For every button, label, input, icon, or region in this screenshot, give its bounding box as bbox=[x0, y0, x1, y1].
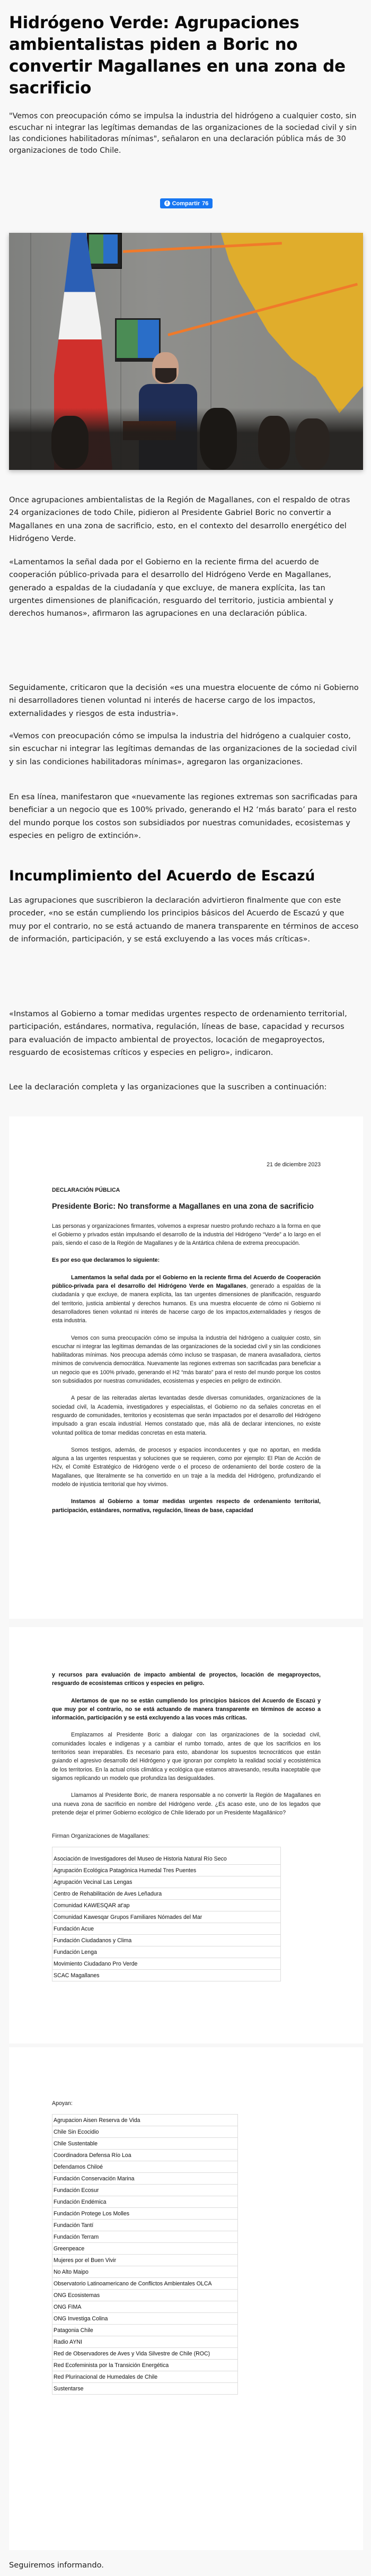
document-paragraph-bold: y recursos para evaluación de impacto ambiental de proyectos, locación de megaproyectos, resguardo de ecosistemas críticos y especies en peligro. bbox=[52, 1672, 321, 1687]
organization-name: Patagonia Chile bbox=[52, 2325, 238, 2336]
table-row bbox=[52, 2220, 238, 2231]
document-paragraph bbox=[52, 1334, 321, 1386]
document-page-2 bbox=[52, 1671, 321, 1981]
organization-name: Agrupación Ecológica Patagónica Humedal Tres Puentes bbox=[52, 1865, 281, 1876]
article-paragraph: Seguidamente, criticaron que la decisión «es una muestra elocuente de cómo ni Gobierno ni desarrolladores tienen voluntad ni interés de hacerse cargo de los impactos, externalidades y riesgos de esta industria». bbox=[9, 683, 359, 718]
organization-name: ONG Ecosistemas bbox=[52, 2290, 238, 2301]
organization-name: Fundación Ciudadanos y Clima bbox=[52, 1935, 281, 1946]
document-paragraph bbox=[52, 1446, 321, 1489]
document-page-2-body bbox=[52, 1671, 321, 1817]
organization-name: ONG FIMA bbox=[52, 2301, 238, 2313]
article-paragraph: Lee la declaración completa y las organizaciones que la suscriben a continuación: bbox=[9, 1082, 327, 1091]
table-row bbox=[52, 2185, 238, 2196]
organization-name: Chile Sin Ecocidio bbox=[52, 2126, 238, 2138]
organization-name: Red de Observadores de Aves y Vida Silvestre de Chile (ROC) bbox=[52, 2348, 238, 2360]
table-row bbox=[52, 2231, 238, 2243]
document-paragraph-bold: Es por eso que declaramos lo siguiente: bbox=[52, 1257, 160, 1264]
document-paragraph-text: A pesar de las reiteradas alertas levantadas desde diversas comunidades, organizaciones de la sociedad civil, la Academia, investigadores y especialistas, el Gobierno no da señales concretas en el resguardo de comunidades, territorios y ecosistemas que serán impactados por el desarrollo del Hidrógeno impulsado a gran escala industrial. Hemos constatado que, más allá de declarar intenciones, no existe voluntad política de tomar medidas concretas en esta materia. bbox=[52, 1395, 321, 1436]
article-photo bbox=[9, 233, 363, 470]
article-paragraph: «Vemos con preocupación cómo se impulsa la industria del hidrógeno a cualquier costo, sin escuchar ni integrar las legítimas demandas de las organizaciones de la sociedad civil y sin las condiciones habilitadoras mínimas», agregaron las organizaciones. bbox=[9, 731, 357, 766]
organization-name: Fundación Acue bbox=[52, 1923, 281, 1935]
document-paragraph bbox=[52, 1256, 321, 1264]
organization-name: Defendamos Chiloé bbox=[52, 2161, 238, 2173]
table-row bbox=[52, 1900, 281, 1911]
document-paragraph bbox=[52, 1394, 321, 1437]
table-row bbox=[52, 2150, 238, 2161]
document-paragraph-text: Vemos con suma preocupación cómo se impulsa la industria del hidrógeno a cualquier costo, sin escuchar ni integrar las legítimas demandas de las organizaciones de la sociedad civil y sin las condiciones habilitadoras mínimas. Nos preocupa además cómo incluso se traspasan, de manera avasalladora, ciertos mínimos de convivencia democrática. Nuevamente las regiones extremas son sacrificadas para beneficiar a un negocio que es 100% privado, generando el H2 “más barato” para el resto del mundo porque los costos son subsidiados por nuestras comunidades, ecosistemas y especies en peligro de extinción. bbox=[52, 1334, 321, 1385]
supporters-table bbox=[52, 2114, 238, 2395]
table-row bbox=[52, 1923, 281, 1935]
table-row bbox=[52, 2126, 238, 2138]
organization-name: Red Plurinacional de Humedales de Chile bbox=[52, 2371, 238, 2383]
organization-name: Fundación Terram bbox=[52, 2231, 238, 2243]
organization-name: Fundación Lenga bbox=[52, 1946, 281, 1958]
organization-name: SCAC Magallanes bbox=[52, 1970, 281, 1981]
organization-name: Comunidad Kawesqar Grupos Familiares Nómades del Mar bbox=[52, 1911, 281, 1923]
organization-name: Mujeres por el Buen Vivir bbox=[52, 2255, 238, 2266]
table-row bbox=[52, 1970, 281, 1981]
table-row bbox=[52, 2278, 238, 2290]
organization-name: Asociación de Investigadores del Museo de Historia Natural Río Seco bbox=[52, 1847, 281, 1865]
table-row bbox=[52, 1888, 281, 1900]
table-row bbox=[52, 2243, 238, 2255]
organization-name: Sustentarse bbox=[52, 2383, 238, 2395]
document-paragraph bbox=[52, 1697, 321, 1723]
document-paragraph-text: Llamamos al Presidente Boric, de manera responsable a no convertir la Región de Magallanes en una nueva zona de sacrificio en nombre del Hidrógeno verde. ¿Es acaso este, uno de los legados que pretende dejar el primer Gobierno ecológico de Chile liderado por un Presidente Magallánico? bbox=[52, 1792, 321, 1816]
document-paragraph bbox=[52, 1273, 321, 1325]
table-row bbox=[52, 2173, 238, 2185]
organization-name: Observatorio Latinoamericano de Conflictos Ambientales OLCA bbox=[52, 2278, 238, 2290]
document-title: Presidente Boric: No transforme a Magallanes en una zona de sacrificio bbox=[52, 1202, 314, 1211]
organization-name: ONG Investiga Colina bbox=[52, 2313, 238, 2325]
document-paragraph-text: Emplazamos al Presidente Boric a dialogar con las organizaciones de la sociedad civil, comunidades locales e indígenas y a cambiar el rumbo tomado, antes de que los sacrificios en los territorios sean irreparables. Es necesario para esto, abandonar los supuestos tecnocráticos que están guiando el agresivo desarrollo del Hidrógeno y que ignoran por completo la realidad social y ecosistémica de los territorios. En la actual crisis climática y ecológica que estamos atravesando, resulta inaceptable que sigamos replicando un modelo que profundiza las desigualdades. bbox=[52, 1732, 321, 1782]
organization-name: Fundación Ecosur bbox=[52, 2185, 238, 2196]
table-row bbox=[52, 1935, 281, 1946]
signers-table bbox=[52, 1847, 281, 1981]
table-row bbox=[52, 2371, 238, 2383]
article-lead: "Vemos con preocupación cómo se impulsa la industria del hidrógeno a cualquier costo, sin escuchar ni integrar las legítimas demandas de las organizaciones de la sociedad civil y sin las condiciones habilitadoras mínimas", señalaron en una declaración pública más de 30 organizaciones de todo Chile. bbox=[9, 112, 357, 155]
document-paragraph-bold: Alertamos de que no se están cumpliendo los principios básicos del Acuerdo de Escazú y que muy por el contrario, no se está actuando de manera transparente en términos de acceso a información, participación y se está excluyendo a las voces más críticas. bbox=[52, 1697, 321, 1722]
table-row bbox=[52, 2196, 238, 2208]
document-paragraph-bold: Lamentamos la señal dada por el Gobierno en la reciente firma del Acuerdo de Cooperación público-privada para el desarrollo del Hidrógeno Verde en Magallanes bbox=[52, 1274, 321, 1290]
article-paragraph: «Instamos al Gobierno a tomar medidas urgentes respecto de ordenamiento territorial, participación, estándares, normativa, regulación, líneas de base, capacidad y recursos para evaluación de impacto ambiental de proyectos, locación de megaproyectos, resguardo de ecosistemas críticos y especies en peligro», indicaron. bbox=[9, 1009, 347, 1057]
signers-label: Firman Organizaciones de Magallanes: bbox=[52, 1833, 150, 1840]
table-row bbox=[52, 1911, 281, 1923]
organization-name: Red Ecofeminista por la Transición Energética bbox=[52, 2360, 238, 2371]
document-paragraph-text: , generado a espaldas de la ciudadanía y que excluye, de manera explícita, las tan urgentes dimensiones de planificación, resguardo del territorio, justicia ambiental y derechos humanos. Es una muestra elocuente de cómo ni Gobierno ni desarrolladores tienen voluntad ni interés de hacerse cargo de los impactos,externalidades y riesgos de esta industria. bbox=[52, 1283, 321, 1324]
table-row bbox=[52, 2325, 238, 2336]
table-row bbox=[52, 2208, 238, 2220]
table-row bbox=[52, 1958, 281, 1970]
document-paragraph bbox=[52, 1731, 321, 1783]
table-row bbox=[52, 2301, 238, 2313]
article-paragraph: Once agrupaciones ambientalistas de la Región de Magallanes, con el respaldo de otras 24 organizaciones de todo Chile, pidieron al Presidente Gabriel Boric no convertir a Magallanes en una zona de sacrificio, esto, en el contexto del desarrollo energético del Hidrógeno Verde. bbox=[9, 495, 350, 543]
organization-name: Fundación Endémica bbox=[52, 2196, 238, 2208]
table-row bbox=[52, 1946, 281, 1958]
organization-name: Agrupacion Aisen Reserva de Vida bbox=[52, 2115, 238, 2126]
document-paragraph-text: Somos testigos, además, de procesos y espacios inconducentes y que no aportan, en medida alguna a las urgentes respuestas y soluciones que se requieren, como por ejemplo: El Plan de Acción de H2v, el Comité Estratégico de Hidrógeno verde o el proceso de ordenamiento del borde costero de la Magallanes, que literalmente se ha convertido en un traje a la medida del Hidrógeno, profundizando el modelo de injusticia territorial que hoy vivimos. bbox=[52, 1446, 321, 1488]
table-row bbox=[52, 2383, 238, 2395]
table-row bbox=[52, 1847, 281, 1865]
document-date: 21 de diciembre 2023 bbox=[267, 1162, 321, 1168]
document-paragraph bbox=[52, 1671, 321, 1688]
supporters-label: Apoyan: bbox=[52, 2100, 73, 2107]
closing-text: Seguiremos informando. bbox=[9, 2561, 104, 2570]
share-count: 76 bbox=[202, 200, 209, 207]
facebook-icon: f bbox=[164, 200, 170, 206]
article-paragraph: Las agrupaciones que suscribieron la declaración advirtieron finalmente que con este proceder, «no se están cumpliendo los principios básicos del Acuerdo de Escazú y que muy por el contrario, no se está actuando de manera transparente en términos de acceso de información, participación, y se está excluyendo a las voces más críticas». bbox=[9, 896, 359, 944]
organization-name: No Alto Maipo bbox=[52, 2266, 238, 2278]
page-divider bbox=[9, 2044, 363, 2047]
table-row bbox=[52, 2161, 238, 2173]
table-row bbox=[52, 2138, 238, 2150]
organization-name: Comunidad KAWESQAR at'ap bbox=[52, 1900, 281, 1911]
facebook-share-button[interactable] bbox=[160, 198, 213, 208]
table-row bbox=[52, 2313, 238, 2325]
organization-name: Chile Sustentable bbox=[52, 2138, 238, 2150]
article-title: Hidrógeno Verde: Agrupaciones ambientalistas piden a Boric no convertir Magallanes en una zona de sacrificio bbox=[9, 13, 346, 98]
document-page-1 bbox=[52, 1160, 321, 1523]
document-paragraph bbox=[52, 1791, 321, 1817]
document-paragraph bbox=[52, 1497, 321, 1515]
organization-name: Centro de Rehabilitación de Aves Leñadura bbox=[52, 1888, 281, 1900]
organization-name: Fundación Protege Los Molles bbox=[52, 2208, 238, 2220]
document-page-1-body bbox=[52, 1222, 321, 1515]
document-kind: DECLARACIÓN PÚBLICA bbox=[52, 1187, 120, 1194]
table-row bbox=[52, 2348, 238, 2360]
organization-name: Coordinadora Defensa Río Loa bbox=[52, 2150, 238, 2161]
table-row bbox=[52, 2266, 238, 2278]
section-heading: Incumplimiento del Acuerdo de Escazú bbox=[9, 868, 315, 884]
organization-name: Greenpeace bbox=[52, 2243, 238, 2255]
document-page-3 bbox=[52, 2099, 321, 2395]
article-paragraph: En esa línea, manifestaron que «nuevamente las regiones extremas son sacrificadas para beneficiar a un negocio que es 100% privado, generando el H2 ‘más barato’ para el resto del mundo porque los costos son subsidiados por nuestras comunidades, ecosistemas y especies en peligro de extinción». bbox=[9, 792, 358, 840]
organization-name: Radio AYNI bbox=[52, 2336, 238, 2348]
table-row bbox=[52, 1876, 281, 1888]
article-paragraph: «Lamentamos la señal dada por el Gobierno en la reciente firma del acuerdo de cooperación público-privada para el desarrollo del Hidrógeno Verde en Magallanes, generado a espaldas de la ciudadanía y que excluye, de manera explícita, las tan urgentes dimensiones de planificación, resguardo del territorio, justicia ambiental y derechos humanos», afirmaron las agrupaciones en una declaración pública. bbox=[9, 557, 334, 618]
organization-name: Movimiento Ciudadano Pro Verde bbox=[52, 1958, 281, 1970]
organization-name: Agrupación Vecinal Las Lengas bbox=[52, 1876, 281, 1888]
embedded-declaration-document[interactable] bbox=[9, 1116, 363, 2550]
table-row bbox=[52, 1865, 281, 1876]
table-row bbox=[52, 2336, 238, 2348]
organization-name: Fundación Conservación Marina bbox=[52, 2173, 238, 2185]
table-row bbox=[52, 2115, 238, 2126]
page-divider bbox=[9, 1619, 363, 1627]
document-paragraph-bold: Instamos al Gobierno a tomar medidas urgentes respecto de ordenamiento territorial, participación, estándares, normativa, regulación, líneas de base, capacidad bbox=[52, 1498, 321, 1514]
table-row bbox=[52, 2255, 238, 2266]
table-row bbox=[52, 2360, 238, 2371]
organization-name: Fundación Tantí bbox=[52, 2220, 238, 2231]
table-row bbox=[52, 2290, 238, 2301]
document-paragraph-text: Las personas y organizaciones firmantes, volvemos a expresar nuestro profundo rechazo a la forma en que el Gobierno y privados están impulsando el desarrollo de la industria del Hidrógeno “Verde” a lo largo en el país, siendo el caso de la Región de Magallanes y de la Antártica chilena de extrema preocupación. bbox=[52, 1222, 321, 1247]
document-paragraph bbox=[52, 1222, 321, 1248]
share-label: Compartir bbox=[172, 200, 200, 207]
